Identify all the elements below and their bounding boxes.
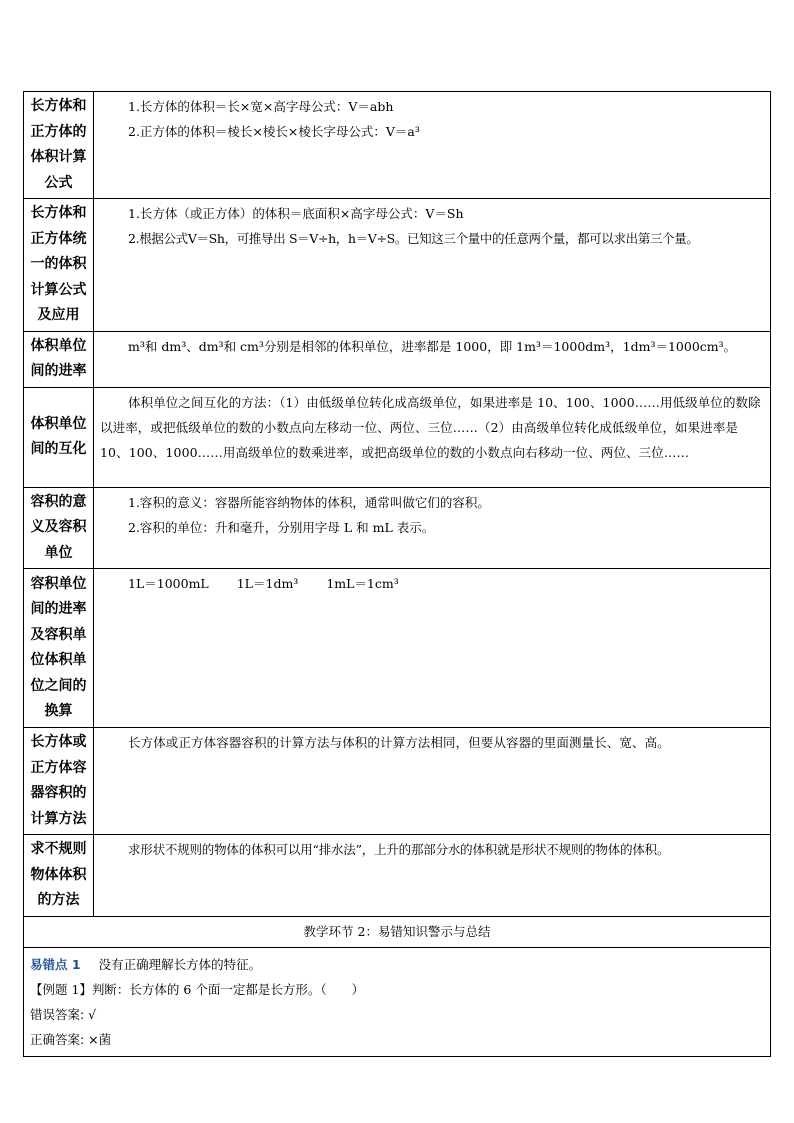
table-row xyxy=(24,835,771,917)
table-row xyxy=(24,92,771,199)
section-title: 教学环节 2：易错知识警示与总结 xyxy=(24,916,771,947)
row-content xyxy=(94,92,771,199)
row-label: 长方体和正方体的体积计算公式 xyxy=(24,92,94,199)
wrong-answer: 错误答案: √ xyxy=(30,1006,97,1022)
row-content xyxy=(94,387,771,487)
content-line: 2.容积的单位：升和毫升，分别用字母 L 和 mL 表示。 xyxy=(128,519,435,535)
right-answer: 正确答案: ×菌 xyxy=(30,1031,112,1047)
content-paragraph: 长方体或正方体容器容积的计算方法与体积的计算方法相同，但要从容器的里面测量长、宽、高。 xyxy=(128,735,670,750)
content-line: m³和 dm³、dm³和 cm³分别是相邻的体积单位，进率都是 1000，即 1m³＝1000dm³，1dm³＝1000cm³。 xyxy=(128,338,737,354)
row-label: 体积单位间的互化 xyxy=(24,387,94,487)
error-point-block xyxy=(24,947,771,1056)
knowledge-table xyxy=(23,91,771,1057)
error-point-row xyxy=(24,947,771,1056)
content-line: 1.长方体的体积＝长×宽×高字母公式：V＝abh xyxy=(128,99,394,114)
row-label: 容积的意义及容积单位 xyxy=(24,487,94,569)
content-line: 1.容积的意义：容器所能容纳物体的体积，通常叫做它们的容积。 xyxy=(128,494,490,510)
row-content xyxy=(94,835,771,917)
table-row xyxy=(24,199,771,332)
error-point-line xyxy=(30,952,764,977)
row-content xyxy=(94,487,771,569)
table-row xyxy=(24,487,771,569)
row-content xyxy=(94,728,771,835)
error-point-tag: 易错点 1 xyxy=(30,956,81,972)
content-line: 2.正方体的体积＝棱长×棱长×棱长字母公式：V＝a³ xyxy=(128,124,420,139)
section-row xyxy=(24,916,771,947)
unit-conversion: 1L＝1dm³ xyxy=(236,576,299,591)
row-label: 长方体或正方体容器容积的计算方法 xyxy=(24,728,94,835)
content-line: 1.长方体（或正方体）的体积＝底面积×高字母公式：V＝Sh xyxy=(128,206,464,221)
table-row xyxy=(24,387,771,487)
row-label: 求不规则物体体积的方法 xyxy=(24,835,94,917)
unit-conversions xyxy=(100,571,764,596)
content-paragraph: 求形状不规则的物体的体积可以用“排水法”，上升的那部分水的体积就是形状不规则的物体的体积。 xyxy=(128,842,670,857)
row-content xyxy=(94,331,771,387)
table-row xyxy=(24,331,771,387)
row-label: 体积单位间的进率 xyxy=(24,331,94,387)
row-content xyxy=(94,199,771,332)
table-row xyxy=(24,728,771,835)
content-line: 2.根据公式V＝Sh，可推导出 S＝V÷h，h＝V÷S。已知这三个量中的任意两个量，都可以求出第三个量。 xyxy=(128,231,699,246)
example-question: 【例题 1】判断：长方体的 6 个面一定都是长方形。（ ） xyxy=(30,981,365,997)
error-point-text: 没有正确理解长方体的特征。 xyxy=(98,956,262,972)
content-paragraph: 体积单位之间互化的方法：（1）由低级单位转化成高级单位，如果进率是 10、100、1000……用低级单位的数除以进率，或把低级单位的数的小数点向左移动一位、两位、三位……（2）由高级单位转化成低级单位，如果进率是 10、100、1000……用高级单位的数乘进率，或把高级单位的数的小数点向右移动一位、两位、三位…… xyxy=(100,394,761,460)
unit-conversion: 1mL＝1cm³ xyxy=(326,576,399,591)
table-row xyxy=(24,569,771,728)
row-content xyxy=(94,569,771,728)
unit-conversion: 1L＝1000mL xyxy=(128,576,209,591)
row-label: 长方体和正方体统一的体积计算公式及应用 xyxy=(24,199,94,332)
row-label: 容积单位间的进率及容积单位体积单位之间的换算 xyxy=(24,569,94,728)
